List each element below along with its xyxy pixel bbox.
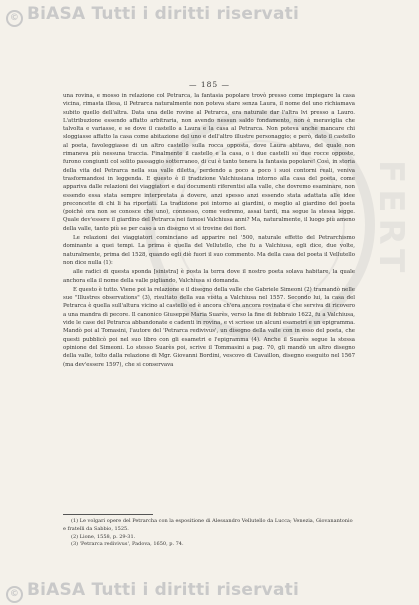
watermark-top-text: BiASA Tutti i diritti riservati <box>27 4 299 24</box>
copyright-icon: © <box>6 10 23 27</box>
paragraph: E questo è tutto. Viene poi la relazione e il disegno della valle che Gabriele Simeoni (2) tramandò nelle sue "Illustres observations" (3), risultato della sua visita a Valchiusa nel 1557. Secondo lui, la casa del Petrarca è quella sull'altura vicino al castello ed è ancora ch'era ancora rovinata e che serviva di ricovero a una mandra di pecore. Il canonico Giuseppe Maria Suarès, verso la fine di febbraio 1622, fu a Valchiusa, vide le case del Petrarca abbandonate e cadenti in rovina, e vi scrisse un alcuni esametri e un epigramma. Mandò poi al Tomasini, l'autore del 'Petrarca redivivus', un disegno della valle con in esso del poeta, che questi pubblicò poi nel suo libro con gli esametri e l'epigramma (4). Anche il Suarès segue la stessa opinione del Simeoni. Lo stesso Suarès poi, scrive il Tommasini a pag. 70, gli mandò un altro disegno della valle, tolto dalla relazione di Mgr. Giovanni Bordini, vescovo di Cavaillon, disegno eseguito nel 1567 (ma dev'essere 1597), che si conservava <box>63 286 355 368</box>
footnote-divider <box>63 514 153 515</box>
body-text <box>63 92 355 370</box>
quotation: alle radici di questa sponda [sinistra] è posta la terra dove il nostro poeta solava habitare, la quale anchora ella il nome della valle pigliando, Valchiusa si domanda. <box>63 269 355 284</box>
side-watermark: FERT <box>371 160 411 279</box>
watermark-bottom-text: BiASA Tutti i diritti riservati <box>27 580 299 600</box>
footnote: (3) 'Petrarca redivivus', Padova, 1650, p. 74. <box>71 541 184 548</box>
footnotes <box>63 518 355 549</box>
footnote: (1) Le volgari opere del Petrarcha con la espositione di Alessandro Vellutello da Lucca; Venezia, Giovanantonio e fratelli da Sabbio, 1525. <box>63 518 353 532</box>
watermark-top <box>6 4 413 27</box>
copyright-icon: © <box>6 586 23 603</box>
footnote: (2) Lione, 1558, p. 29-31. <box>71 533 136 540</box>
watermark-bottom <box>6 580 413 603</box>
paragraph: una rovina, e mosso in relazione col Petrarca, la fantasia popolare trovò presso come impiegare la casa vicina, rimasta illesa, il Petrarca naturalmente non poteva stare senza Laura, il nome del uno richiamava subito quello dell'altra. Data una delle rovine al Petrarca, era naturale dar l'altra lvi presso a Lauro. L'attribuzione essendo affatto arbitraria, non avendo nessun saldo fondamento, non è meraviglia che talvolta e variasse, e se dove il castello a Laura e la casa al Petrarca. Non poteva anche mancare chi sloggiasse affatto la casa come abitazione del uno e dell'altro illustre personaggio; e però, dato il castello al poeta, favoleggiasse di un altro castello sulla rocca opposta, dove Laura abitava, del quale non rimaneva più nessuna traccia. Finalmente il castello e la casa, o i due castelli su due rocce opposte, furono congiunti col solito passaggio sotterraneo, di cui è tanto tenera la fantasia popolare! Così, in storia della vita del Petrarca nella sua valle diletta, perdendo a poco a poco i suoi contorni reali, veniva trasformandosi in leggenda. E questo è il tradizione Valchiusiana intorno alla casa del poeta, come appariva dalle relazioni dei viaggiatori e dai documenti riferentisi alla valle, che dovremo esaminare, non essendo essa stata sempre interpretata a dovere, anzi spesso anzi essendo stata adattata alle idee preconcette di chi li ha riportati. La tradizione poi intorno ai giardini, o meglio al giardino del poeta (poichè ora non se conosce che uno), connesso, come vedremo, assai tardi, ma segue la stessa legge. Quale dev'essere il giardino del Petrarca nei famosi Valchiusa anni? Ma, naturalmente, il luogo più ameno della valle, tanto più se per caso a un disegno vi si trovine dei fiori. <box>63 93 355 232</box>
page-number: — 185 — <box>188 80 231 89</box>
paragraph: Le relazioni dei viaggiatori cominciano ad apparire nel '500, naturale effetto del Petrarchismo dominante a quei tempi. La prima è quella del Vellutello, che fu a Valchiusa, egli dice, due volte, naturalmente, prima del 1528, quando egli diè fuori il suo commento. Ma della casa del poeta il Vellutello non dice nulla (1): <box>63 235 355 266</box>
